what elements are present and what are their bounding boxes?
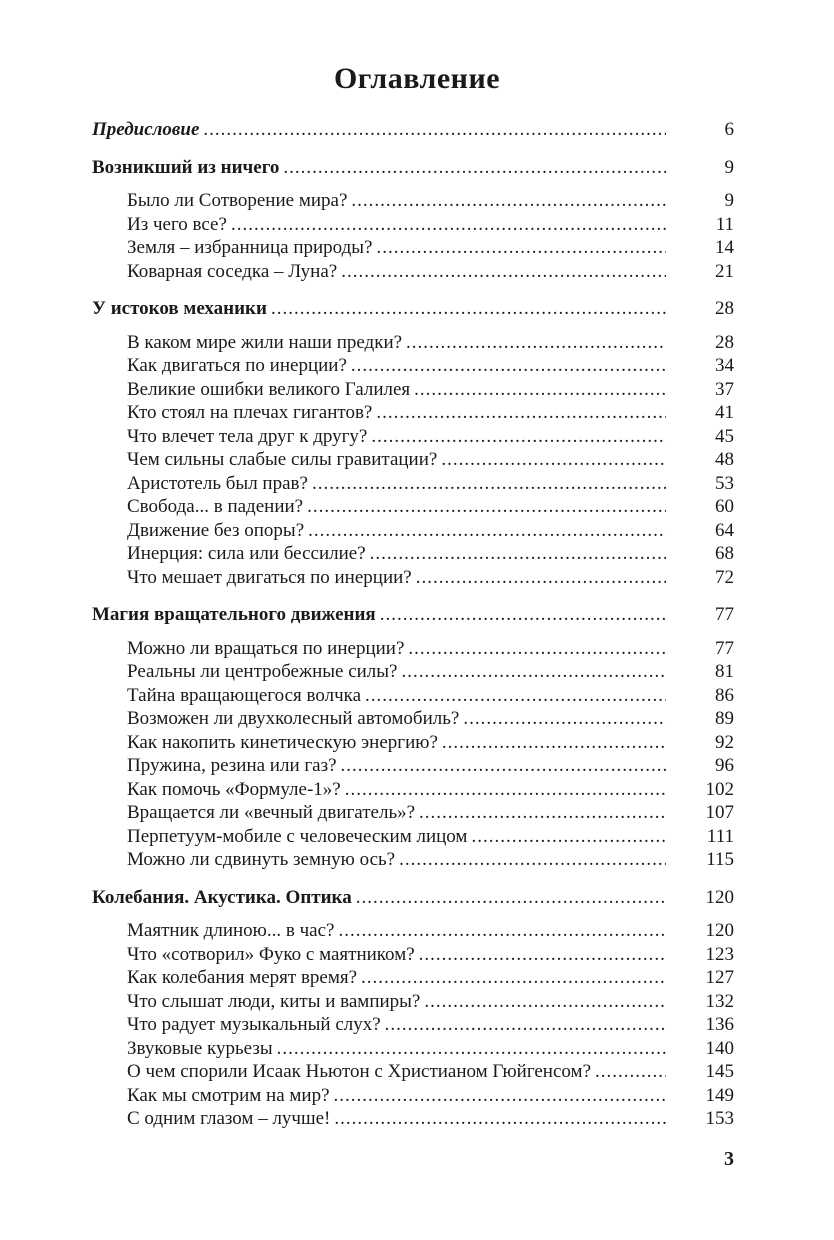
toc-page-number: 77	[715, 637, 734, 659]
dot-leader	[595, 1060, 666, 1084]
toc-item[interactable]	[92, 354, 734, 378]
toc-item-title: Возможен ли двухколесный автомобиль?	[127, 708, 460, 729]
toc-item-title: Свобода... в падении?	[127, 496, 304, 517]
dot-leader	[338, 919, 666, 943]
dot-leader	[385, 1013, 666, 1037]
toc-page-number: 37	[715, 378, 734, 400]
toc-page-number: 60	[715, 496, 734, 517]
toc-item[interactable]	[92, 919, 734, 943]
toc-page-number: 149	[705, 1084, 734, 1106]
dot-leader	[351, 354, 666, 378]
toc-item[interactable]	[92, 778, 734, 802]
toc-page-number: 9	[724, 190, 734, 211]
toc-section-title: Магия вращательного движения	[92, 604, 376, 625]
toc-page-number: 120	[705, 920, 734, 941]
toc-page-number: 34	[715, 355, 734, 376]
toc-item-title: Коварная соседка – Луна?	[127, 260, 338, 282]
toc-page-number: 28	[715, 331, 734, 353]
toc-item[interactable]	[92, 754, 734, 778]
toc-item[interactable]	[92, 448, 734, 472]
toc-item-title: Земля – избранница природы?	[127, 237, 373, 258]
toc-item-title: О чем спорили Исаак Ньютон с Христианом Гюйгенсом?	[127, 1061, 591, 1082]
toc-item-title: Как помочь «Формуле-1»?	[127, 778, 341, 800]
toc-page-number: 120	[705, 886, 734, 908]
toc-item-title: Как двигаться по инерции?	[127, 355, 347, 376]
toc-item-title: С одним глазом – лучше!	[127, 1108, 331, 1129]
dot-leader	[463, 707, 666, 731]
toc-item[interactable]	[92, 1037, 734, 1061]
dot-leader	[414, 378, 666, 402]
toc-item[interactable]	[92, 825, 734, 849]
toc-item-title: Великие ошибки великого Галилея	[127, 378, 411, 400]
toc-section-title: Колебания. Акустика. Оптика	[92, 886, 352, 908]
dot-leader	[419, 801, 666, 825]
toc-page-number: 64	[715, 519, 734, 541]
toc-item[interactable]	[92, 331, 734, 355]
toc-item-title: Что радует музыкальный слух?	[127, 1014, 381, 1035]
dot-leader	[365, 684, 666, 708]
toc-page-number: 153	[705, 1108, 734, 1129]
toc-item-title: Можно ли сдвинуть земную ось?	[127, 849, 396, 870]
toc-section-title: У истоков механики	[92, 298, 267, 319]
toc-item-title: Что слышат люди, киты и вампиры?	[127, 990, 421, 1012]
table-of-contents	[92, 118, 734, 1131]
toc-item[interactable]	[92, 1060, 734, 1084]
dot-leader	[408, 637, 666, 661]
toc-page-number: 123	[705, 943, 734, 965]
dot-leader	[371, 425, 666, 449]
toc-item-title: Инерция: сила или бессилие?	[127, 543, 366, 564]
dot-leader	[312, 472, 666, 496]
toc-item[interactable]	[92, 801, 734, 825]
toc-item-title: Как мы смотрим на мир?	[127, 1084, 330, 1106]
dot-leader	[277, 1037, 666, 1061]
toc-item-title: Перпетуум-мобиле с человеческим лицом	[127, 825, 468, 847]
toc-page-number: 48	[715, 449, 734, 470]
toc-item[interactable]	[92, 966, 734, 990]
toc-item-title: Реальны ли центробежные силы?	[127, 661, 398, 682]
toc-item-title: В каком мире жили наши предки?	[127, 331, 403, 353]
dot-leader	[283, 156, 666, 180]
dot-leader	[231, 213, 666, 237]
toc-section[interactable]	[92, 886, 734, 910]
toc-item-title: Можно ли вращаться по инерции?	[127, 637, 405, 659]
toc-page-number: 28	[715, 298, 734, 319]
toc-item[interactable]	[92, 213, 734, 237]
toc-page-number: 41	[715, 402, 734, 423]
toc-page-number: 140	[705, 1037, 734, 1059]
toc-page-number: 107	[705, 802, 734, 823]
page-number: 3	[724, 1148, 734, 1170]
toc-item[interactable]	[92, 660, 734, 684]
toc-section-title: Предисловие	[92, 119, 200, 140]
toc-item-title: Кто стоял на плечах гигантов?	[127, 402, 373, 423]
toc-item[interactable]	[92, 990, 734, 1014]
dot-leader	[419, 943, 666, 967]
toc-item[interactable]	[92, 731, 734, 755]
toc-section[interactable]	[92, 603, 734, 627]
toc-page-number: 11	[715, 213, 734, 235]
toc-page-number: 111	[706, 825, 734, 847]
dot-leader	[203, 118, 666, 142]
toc-page-number: 45	[715, 425, 734, 447]
toc-page-number: 9	[724, 156, 734, 178]
toc-section[interactable]	[92, 297, 734, 321]
section-gap	[92, 909, 734, 919]
toc-item[interactable]	[92, 637, 734, 661]
toc-item[interactable]	[92, 566, 734, 590]
toc-item[interactable]	[92, 707, 734, 731]
toc-item[interactable]	[92, 542, 734, 566]
toc-item-title: Как колебания мерят время?	[127, 967, 358, 988]
toc-item[interactable]	[92, 848, 734, 872]
dot-leader	[406, 331, 666, 355]
toc-page-number: 102	[705, 778, 734, 800]
dot-leader	[334, 1084, 666, 1108]
toc-item-title: Звуковые курьезы	[127, 1037, 273, 1059]
toc-page-number: 145	[705, 1061, 734, 1082]
toc-item-title: Что мешает двигаться по инерции?	[127, 566, 412, 588]
toc-item[interactable]	[92, 260, 734, 284]
toc-item-title: Было ли Сотворение мира?	[127, 190, 348, 211]
dot-leader	[441, 448, 666, 472]
toc-item-title: Тайна вращающегося волчка	[127, 684, 362, 706]
toc-page-number: 92	[715, 731, 734, 753]
toc-page-number: 136	[705, 1014, 734, 1035]
dot-leader	[341, 754, 666, 778]
toc-item-title: Как накопить кинетическую энергию?	[127, 731, 438, 753]
toc-page-number: 132	[705, 990, 734, 1012]
dot-leader	[351, 189, 666, 213]
toc-page-number: 89	[715, 708, 734, 729]
toc-item[interactable]	[92, 189, 734, 213]
dot-leader	[341, 260, 666, 284]
dot-leader	[442, 731, 666, 755]
dot-leader	[361, 966, 666, 990]
toc-page-number: 53	[715, 472, 734, 494]
toc-item-title: Аристотель был прав?	[127, 472, 308, 494]
toc-item-title: Что влечет тела друг к другу?	[127, 425, 368, 447]
section-gap	[92, 179, 734, 189]
toc-item-title: Из чего все?	[127, 213, 227, 235]
toc-item-title: Движение без опоры?	[127, 519, 305, 541]
toc-item[interactable]	[92, 519, 734, 543]
toc-section-preface[interactable]	[92, 118, 734, 142]
section-gap	[92, 627, 734, 637]
toc-section[interactable]	[92, 156, 734, 180]
toc-item[interactable]	[92, 1107, 734, 1131]
toc-section-title: Возникший из ничего	[92, 156, 280, 178]
dot-leader	[416, 566, 666, 590]
toc-item-title: Что «сотворил» Фуко с маятником?	[127, 943, 415, 965]
toc-page-number: 72	[715, 566, 734, 588]
toc-item[interactable]	[92, 378, 734, 402]
dot-leader	[399, 848, 666, 872]
dot-leader	[370, 542, 666, 566]
toc-page-number: 81	[715, 661, 734, 682]
toc-item[interactable]	[92, 684, 734, 708]
toc-item-title: Маятник длиною... в час?	[127, 920, 335, 941]
toc-item[interactable]	[92, 1084, 734, 1108]
toc-item[interactable]	[92, 1013, 734, 1037]
toc-item[interactable]	[92, 236, 734, 260]
toc-page-number: 6	[724, 119, 734, 140]
dot-leader	[307, 495, 666, 519]
dot-leader	[308, 519, 666, 543]
section-gap	[92, 321, 734, 331]
toc-item[interactable]	[92, 472, 734, 496]
toc-page-number: 21	[715, 260, 734, 282]
toc-item[interactable]	[92, 425, 734, 449]
dot-leader	[334, 1107, 666, 1131]
toc-page-number: 14	[715, 237, 734, 258]
dot-leader	[356, 886, 666, 910]
toc-page-number: 96	[715, 755, 734, 776]
toc-item[interactable]	[92, 943, 734, 967]
toc-page-number: 115	[706, 849, 734, 870]
dot-leader	[380, 603, 666, 627]
toc-page-number: 86	[715, 684, 734, 706]
toc-item-title: Чем сильны слабые силы гравитации?	[127, 449, 438, 470]
dot-leader	[471, 825, 666, 849]
dot-leader	[271, 297, 666, 321]
toc-item[interactable]	[92, 401, 734, 425]
page-title: Оглавление	[333, 62, 501, 95]
toc-item-title: Вращается ли «вечный двигатель»?	[127, 802, 416, 823]
toc-item[interactable]	[92, 495, 734, 519]
toc-page-number: 127	[705, 967, 734, 988]
dot-leader	[424, 990, 666, 1014]
dot-leader	[376, 401, 666, 425]
dot-leader	[345, 778, 666, 802]
dot-leader	[376, 236, 666, 260]
toc-page-number: 77	[715, 604, 734, 625]
toc-page-number: 68	[715, 543, 734, 564]
dot-leader	[402, 660, 667, 684]
toc-item-title: Пружина, резина или газ?	[127, 755, 337, 776]
